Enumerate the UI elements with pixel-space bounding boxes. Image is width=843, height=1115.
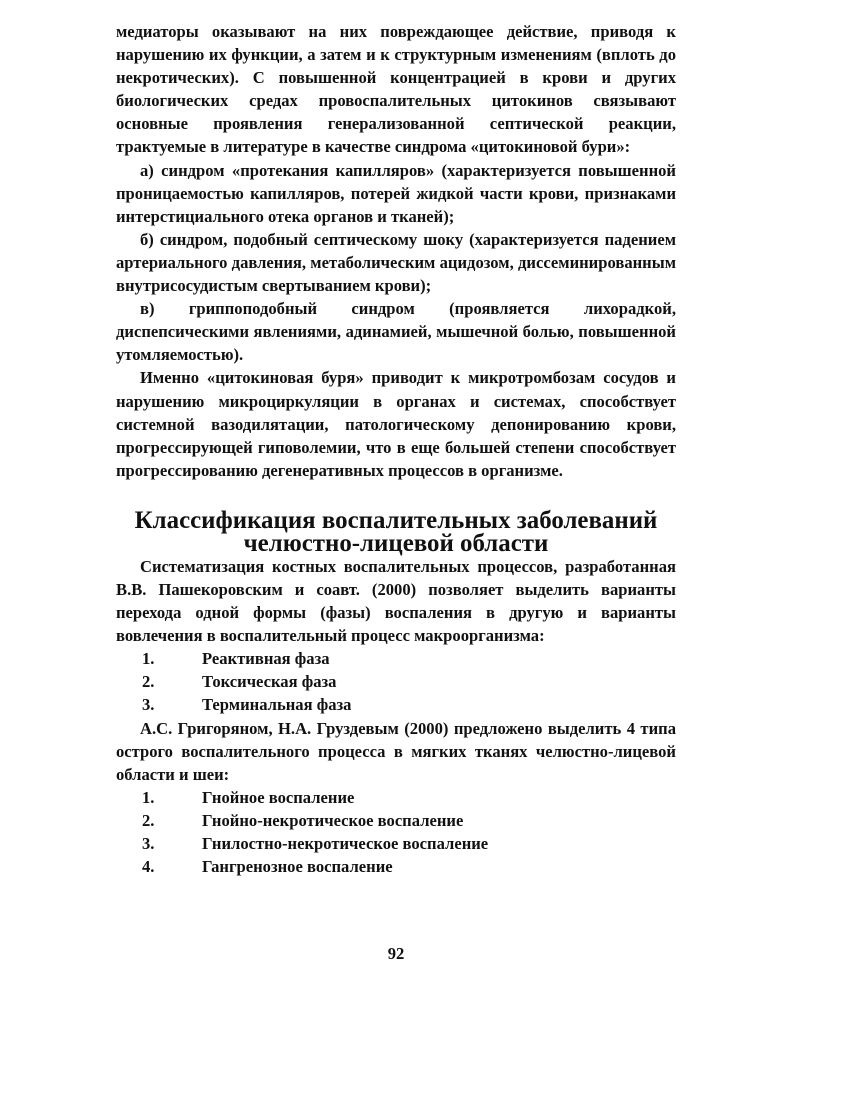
list-item [116, 647, 676, 670]
list-item-text: Гнилостно-некротическое воспаление [202, 834, 489, 853]
list-item-number: 2. [142, 672, 155, 692]
list-item-number: 2. [142, 810, 155, 830]
inflammation-type-list [116, 786, 676, 878]
paragraph-classification-intro: Систематизация костных воспалительных процессов, разработанная В.В. Пашекоровским и соавт. (2000) позволяет выделить варианты перехода одной формы (фазы) воспаления в другую и варианты вовлечения в воспалительный процесс макроорганизма: [116, 556, 676, 646]
list-item-text: Токсическая фаза [202, 672, 337, 692]
list-item-text: Гнойно-некротическое воспаление [202, 810, 464, 830]
list-item [116, 670, 676, 693]
list-item-text: Терминальная фаза [202, 695, 352, 715]
list-item-text: Гнойное воспаление [202, 787, 355, 807]
paragraph-syndrome-c: в) гриппоподобный синдром (проявляется лихорадкой, диспепсическими явлениями, адинамией, мышечной болью, повышенной утомляемостью). [116, 299, 676, 365]
list-item [116, 809, 676, 832]
paragraph-inflammation-types-intro: А.С. Григоряном, Н.А. Груздевым (2000) предложено выделить 4 типа острого воспалительного процесса в мягких тканях челюстно-лицевой области и шеи: [116, 718, 676, 784]
page-number: 92 [387, 944, 405, 963]
paragraph-cytokine-storm: Именно «цитокиновая буря» приводит к микротромбозам сосудов и нарушению микроциркуляции в органах и системах, способствует системной вазодилятации, патологическому депонированию крови, прогрессирующей гиповолемии, что в еще большей степени способствует прогрессированию дегенеративных процессов в организме. [116, 368, 676, 480]
list-item-number: 1. [142, 649, 155, 669]
list-item-number: 4. [142, 857, 155, 877]
phase-list [116, 647, 676, 716]
list-item-number: 3. [142, 834, 155, 853]
list-item-text: Реактивная фаза [202, 649, 330, 669]
list-item [116, 855, 676, 878]
list-item [116, 693, 676, 716]
page-content [116, 20, 676, 963]
list-item [116, 832, 676, 855]
paragraph-cytokine-intro: медиаторы оказывают на них повреждающее действие, приводя к нарушению их функции, а затем и к структурным изменениям (вплоть до некротических). С повышенной концентрацией в крови и других биологических средах провоспалительных цитокинов связывают основные проявления генерализованной септической реакции, трактуемые в литературе в качестве синдрома «цитокиновой бури»: [116, 22, 676, 157]
list-item-number: 3. [142, 695, 155, 715]
list-item-number: 1. [142, 787, 155, 807]
section-heading: Классификация воспалительных заболеваний челюстно-лицевой области [134, 506, 658, 557]
paragraph-syndrome-a: а) синдром «протекания капилляров» (характеризуется повышенной проницаемостью капилляров, потерей жидкой части крови, признаками интерстициального отека органов и тканей); [116, 160, 676, 226]
list-item-text: Гангренозное воспаление [202, 857, 393, 877]
paragraph-syndrome-b: б) синдром, подобный септическому шоку (характеризуется падением артериального давления, метаболическим ацидозом, диссеминированным внутрисосудистым свертыванием крови); [116, 229, 676, 296]
list-item [116, 786, 676, 809]
